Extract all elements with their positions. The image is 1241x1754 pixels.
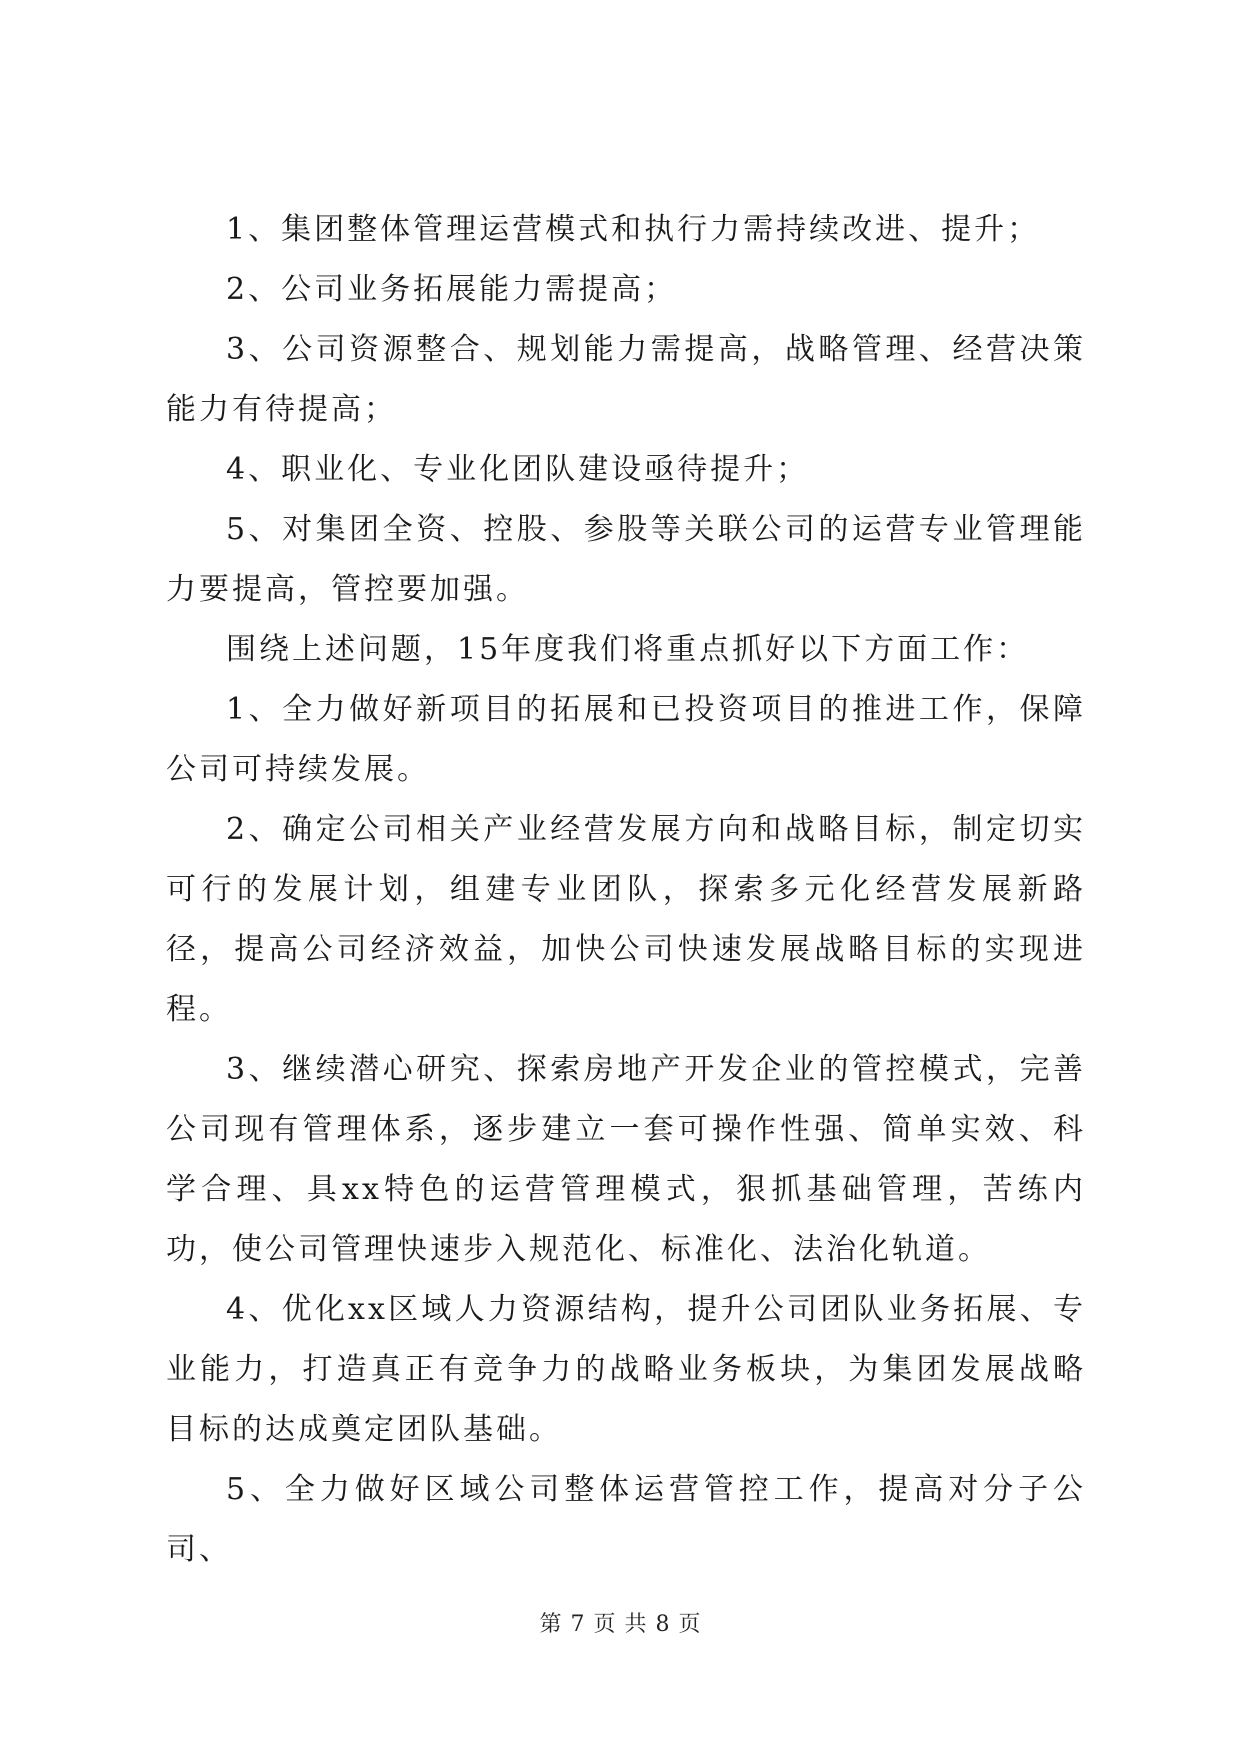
page-footer: 第 7 页 共 8 页: [539, 1612, 702, 1637]
paragraph-issue-2: 2、公司业务拓展能力需提高；: [226, 272, 678, 307]
paragraph-task-5: 5、全力做好区域公司整体运营管控工作，提高对分子公司、: [166, 1472, 1086, 1567]
paragraph-issue-5: 5、对集团全资、控股、参股等关联公司的运营专业管理能力要提高，管控要加强。: [166, 512, 1086, 607]
paragraph-task-1: 1、全力做好新项目的拓展和已投资项目的推进工作，保障公司可持续发展。: [166, 692, 1086, 787]
paragraph-issue-4: 4、职业化、专业化团队建设亟待提升；: [226, 452, 810, 487]
paragraph-issue-1: 1、集团整体管理运营模式和执行力需持续改进、提升；: [226, 212, 1041, 247]
document-body: [166, 200, 1086, 1580]
paragraph-task-2: 2、确定公司相关产业经营发展方向和战略目标，制定切实可行的发展计划，组建专业团队，探索多元化经营发展新路径，提高公司经济效益，加快公司快速发展战略目标的实现进程。: [166, 812, 1086, 1027]
paragraph-task-4: 4、优化xx区域人力资源结构，提升公司团队业务拓展、专业能力，打造真正有竞争力的战略业务板块，为集团发展战略目标的达成奠定团队基础。: [166, 1292, 1086, 1447]
paragraph-issue-3: 3、公司资源整合、规划能力需提高，战略管理、经营决策能力有待提高；: [166, 332, 1086, 427]
paragraph-task-3: 3、继续潜心研究、探索房地产开发企业的管控模式，完善公司现有管理体系，逐步建立一套可操作性强、简单实效、科学合理、具xx特色的运营管理模式，狠抓基础管理，苦练内功，使公司管理快速步入规范化、标准化、法治化轨道。: [166, 1052, 1086, 1267]
paragraph-transition: 围绕上述问题，15年度我们将重点抓好以下方面工作：: [226, 632, 1030, 667]
